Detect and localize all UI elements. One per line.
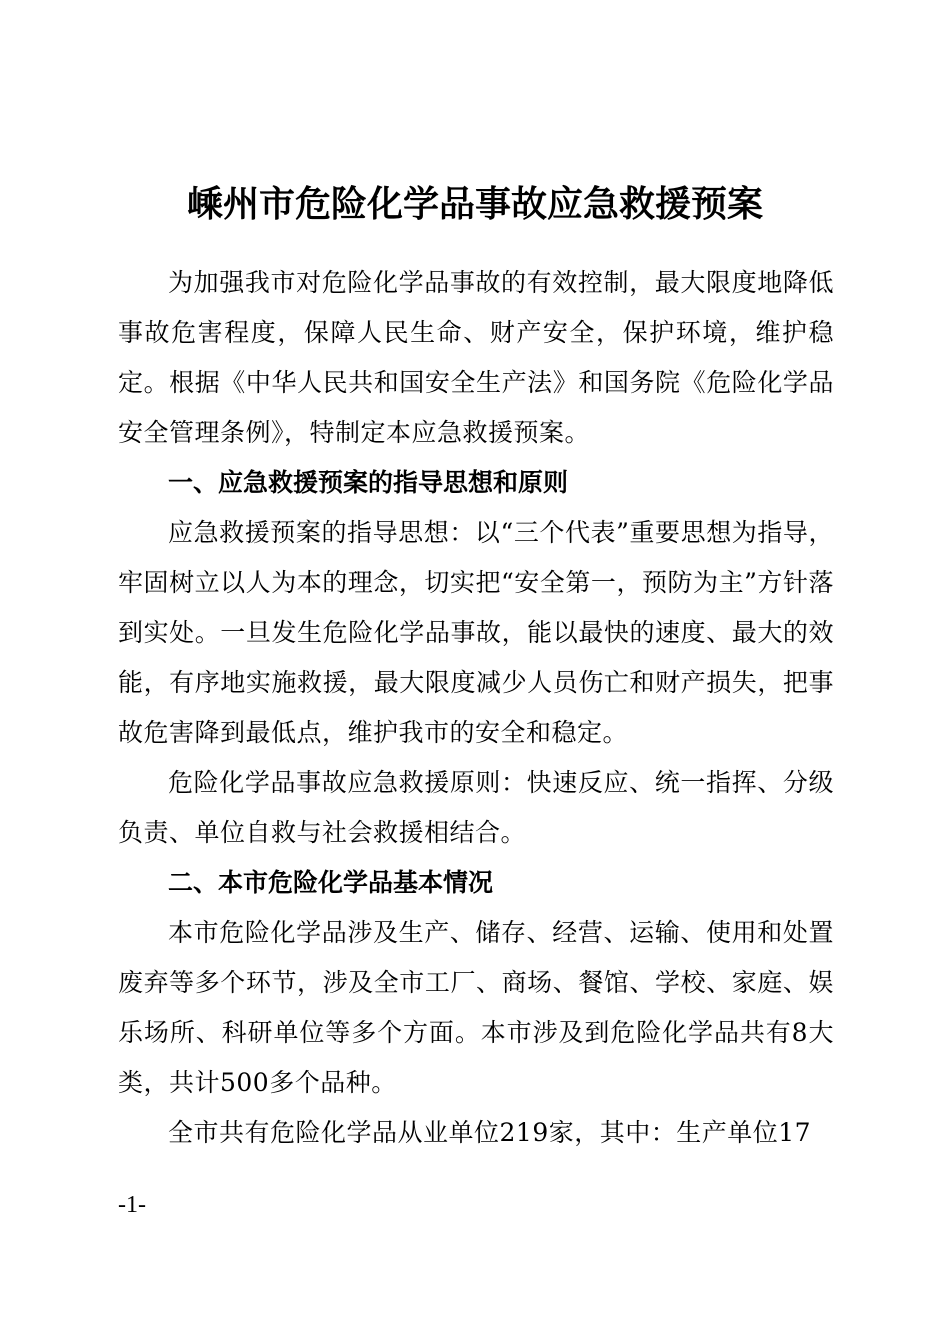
units-count-paragraph: 全市共有危险化学品从业单位219家，其中：生产单位17: [168, 1118, 812, 1147]
guiding-principle-paragraph: 应急救援预案的指导思想：以“三个代表”重要思想为指导，牢固树立以人为本的理念，切实把“安全第一，预防为主”方针落到实处。一旦发生危险化学品事故，能以最快的速度、最大的效能，有序地实施救援，最大限度减少人员伤亡和财产损失，把事故危害降到最低点，维护我市的安全和稳定。: [118, 518, 834, 747]
section-heading-2: 二、本市危险化学品基本情况: [168, 868, 494, 897]
document-body: [118, 258, 834, 1158]
document-title: 嵊州市危险化学品事故应急救援预案: [186, 183, 763, 226]
section-heading-1: 一、应急救援预案的指导思想和原则: [168, 468, 569, 497]
rescue-principle-paragraph: 危险化学品事故应急救援原则：快速反应、统一指挥、分级负责、单位自救与社会救援相结合。: [118, 768, 834, 847]
page-number: -1-: [118, 1192, 146, 1218]
intro-paragraph: 为加强我市对危险化学品事故的有效控制，最大限度地降低事故危害程度，保障人民生命、财产安全，保护环境，维护稳定。根据《中华人民共和国安全生产法》和国务院《危险化学品安全管理条例》，特制定本应急救援预案。: [118, 268, 834, 447]
basic-situation-paragraph: 本市危险化学品涉及生产、储存、经营、运输、使用和处置废弃等多个环节，涉及全市工厂、商场、餐馆、学校、家庭、娱乐场所、科研单位等多个方面。本市涉及到危险化学品共有8大类，共计500多个品种。: [118, 918, 834, 1097]
